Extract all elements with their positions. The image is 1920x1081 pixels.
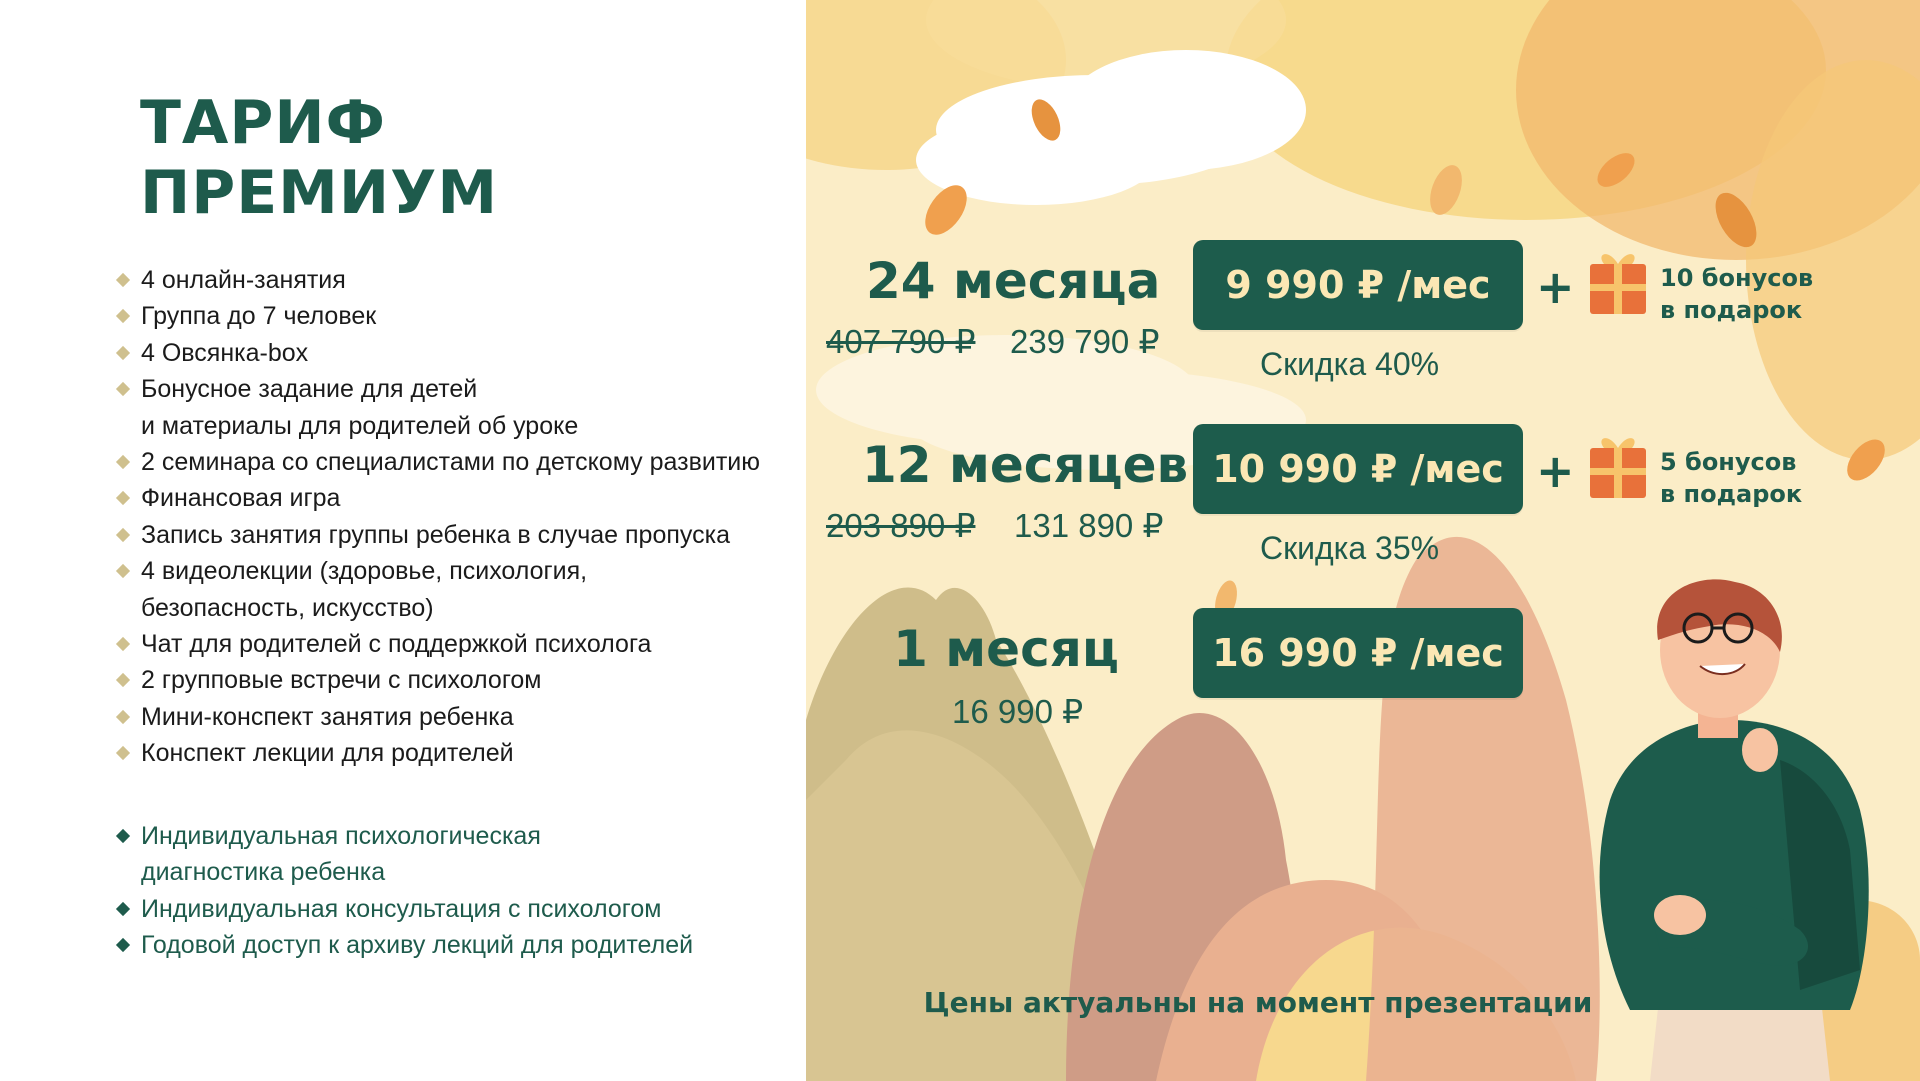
plan-1-monthly-price-button[interactable]: 16 990 ₽ /мес (1193, 608, 1523, 698)
feature-item: Конспект лекции для родителей (118, 735, 760, 771)
extra-item: Индивидуальная консультация с психологом (118, 891, 693, 927)
title-line-2: ПРЕМИУМ (140, 158, 499, 228)
feature-item: 4 Овсянка-box (118, 335, 760, 371)
feature-item: Финансовая игра (118, 480, 760, 516)
plan-1-title: 1 месяц (893, 620, 1119, 678)
diamond-bullet-icon (116, 829, 130, 843)
title-line-1: ТАРИФ (140, 88, 387, 158)
diamond-bullet-icon (116, 637, 130, 651)
diamond-bullet-icon (116, 746, 130, 760)
diamond-bullet-icon (116, 491, 130, 505)
diamond-bullet-icon (116, 902, 130, 916)
plan-24-old-price: 407 790 ₽ (826, 323, 976, 360)
diamond-bullet-icon (116, 938, 130, 952)
extras-list (118, 818, 693, 964)
plan-1-price: 16 990 ₽ (952, 693, 1084, 730)
plan-12-old-price: 203 890 ₽ (826, 507, 976, 544)
feature-item: 4 онлайн-занятия (118, 262, 760, 298)
diamond-bullet-icon (116, 309, 130, 323)
feature-item: Чат для родителей с поддержкой психолога (118, 626, 760, 662)
feature-item: Бонусное задание для детей и материалы для родителей об уроке (118, 371, 760, 444)
feature-item: 4 видеолекции (здоровье, психология, безопасность, искусство) (118, 553, 760, 626)
feature-item: Группа до 7 человек (118, 298, 760, 334)
diamond-bullet-icon (116, 710, 130, 724)
diamond-bullet-icon (116, 382, 130, 396)
plan-12-monthly-price-button[interactable]: 10 990 ₽ /мес (1193, 424, 1523, 514)
feature-item: 2 групповые встречи с психологом (118, 662, 760, 698)
page-title (140, 88, 498, 228)
extra-item: Индивидуальная психологическая диагностика ребенка (118, 818, 693, 891)
diamond-bullet-icon (116, 528, 130, 542)
plus-icon: + (1536, 260, 1575, 314)
plan-24-new-price: 239 790 ₽ (1010, 323, 1160, 360)
feature-item: 2 семинара со специалистами по детскому развитию (118, 444, 760, 480)
diamond-bullet-icon (116, 673, 130, 687)
diamond-bullet-icon (116, 455, 130, 469)
diamond-bullet-icon (116, 346, 130, 360)
plus-icon: + (1536, 444, 1575, 498)
diamond-bullet-icon (116, 564, 130, 578)
plan-24-bonus: 10 бонусов в подарок (1660, 264, 1814, 324)
plan-24-discount: Скидка 40% (1260, 346, 1440, 382)
plan-24-title: 24 месяца (866, 252, 1161, 310)
plan-12-title: 12 месяцев (862, 436, 1189, 494)
feature-item: Мини-конспект занятия ребенка (118, 699, 760, 735)
plan-12-bonus: 5 бонусов в подарок (1660, 448, 1803, 508)
diamond-bullet-icon (116, 273, 130, 287)
left-panel (0, 0, 806, 1081)
gift-icon (1588, 246, 1648, 316)
extra-item: Годовой доступ к архиву лекций для родителей (118, 927, 693, 963)
person-illustration (1570, 570, 1880, 1081)
plan-12-discount: Скидка 35% (1260, 530, 1440, 566)
plan-24-monthly-price-button[interactable]: 9 990 ₽ /мес (1193, 240, 1523, 330)
features-list (118, 262, 760, 772)
plan-12-new-price: 131 890 ₽ (1014, 507, 1164, 544)
feature-item: Запись занятия группы ребенка в случае пропуска (118, 517, 760, 553)
gift-icon (1588, 430, 1648, 500)
price-disclaimer: Цены актуальны на момент презентации (923, 986, 1593, 1019)
